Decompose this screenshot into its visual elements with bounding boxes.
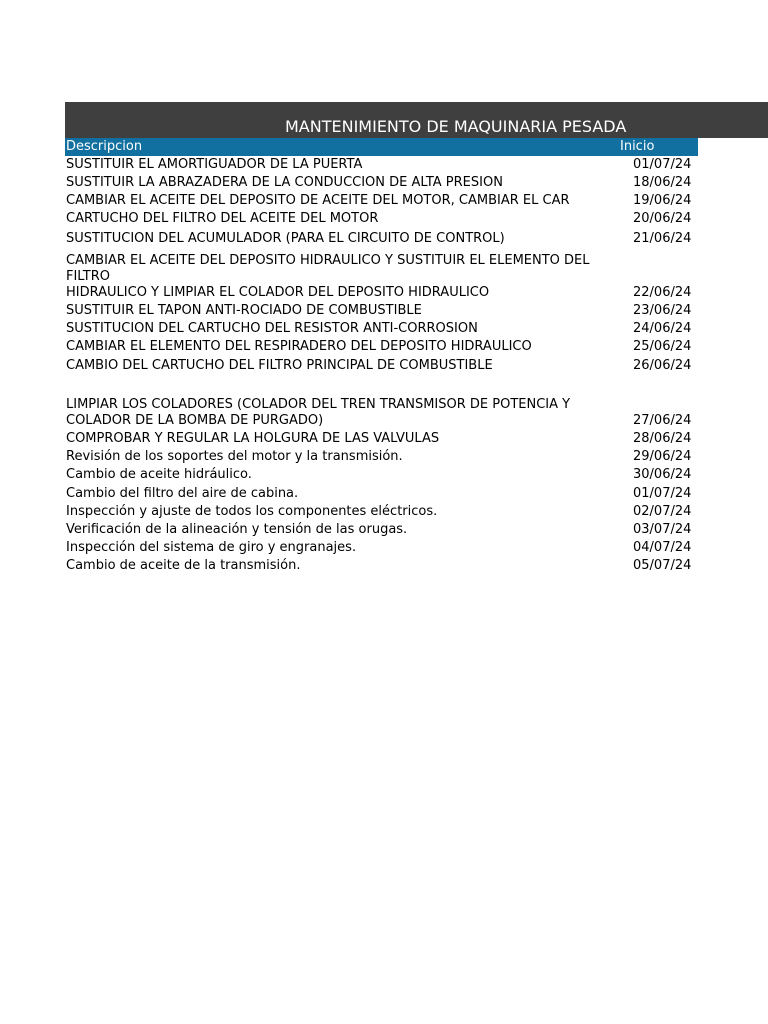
row-description: CAMBIAR EL ACEITE DEL DEPÓSITO DE ACEITE DEL MOTOR, CAMBIAR EL CAR <box>66 193 570 208</box>
row-start-date: 25/06/24 <box>633 339 692 354</box>
row-description: SUSTITUCIÓN DEL CARTUCHO DEL RESISTOR ANTI-CORROSIÓN <box>66 321 478 336</box>
table-row <box>65 339 698 357</box>
table-row <box>65 175 698 193</box>
table-row <box>65 558 698 576</box>
row-start-date: 26/06/24 <box>633 358 692 373</box>
row-description: SUSTITUIR EL TAPÓN ANTI-ROCIADO DE COMBUSTIBLE <box>66 303 422 318</box>
row-start-date: 30/06/24 <box>633 467 692 482</box>
table-row <box>65 230 698 250</box>
row-start-date: 19/06/24 <box>633 193 692 208</box>
row-start-date: 29/06/24 <box>633 449 692 464</box>
row-start-date: 23/06/24 <box>633 303 692 318</box>
row-start-date: 28/06/24 <box>633 431 692 446</box>
table-row <box>65 540 698 558</box>
row-description: CAMBIAR EL ELEMENTO DEL RESPIRADERO DEL DEPÓSITO HIDRÁULICO <box>66 339 532 354</box>
table-row <box>65 193 698 211</box>
row-start-date: 02/07/24 <box>633 504 692 519</box>
table-row <box>65 449 698 467</box>
title-bar <box>65 102 768 138</box>
page-title: MANTENIMIENTO DE MAQUINARIA PESADA <box>285 117 627 136</box>
row-description: CARTUCHO DEL FILTRO DEL ACEITE DEL MOTOR <box>66 211 379 226</box>
table-row <box>65 253 698 285</box>
table-row <box>65 522 698 540</box>
row-description: SUSTITUIR EL AMORTIGUADOR DE LA PUERTA <box>66 157 363 172</box>
row-description: LIMPIAR LOS COLADORES (COLADOR DEL TREN TRANSMISOR DE POTENCIA Y COLADOR DE LA BOMBA DE PURGADO) <box>66 397 571 428</box>
row-description: COMPROBAR Y REGULAR LA HOLGURA DE LAS VÁLVULAS <box>66 431 440 446</box>
row-description: Cambio de aceite de la transmisión. <box>66 558 301 573</box>
column-header-description: Descripcion <box>66 139 143 154</box>
table-row <box>65 431 698 449</box>
row-start-date: 03/07/24 <box>633 522 692 537</box>
row-description: Cambio de aceite hidráulico. <box>66 467 252 482</box>
row-start-date: 01/07/24 <box>633 486 692 501</box>
table-row <box>65 486 698 504</box>
row-start-date: 22/06/24 <box>633 285 692 300</box>
table-row <box>65 211 698 229</box>
row-description: Cambio del filtro del aire de cabina. <box>66 486 299 501</box>
row-start-date: 18/06/24 <box>633 175 692 190</box>
row-description: Revisión de los soportes del motor y la transmisión. <box>66 449 403 464</box>
table-row <box>65 285 698 303</box>
table-row <box>65 303 698 321</box>
row-start-date: 20/06/24 <box>633 211 692 226</box>
row-description: Inspección y ajuste de todos los componentes eléctricos. <box>66 504 438 519</box>
row-description: HIDRÁULICO Y LIMPIAR EL COLADOR DEL DEPOSITO HIDRÁULICO <box>66 285 490 300</box>
table-row <box>65 504 698 522</box>
row-description: SUSTITUCIÓN DEL ACUMULADOR (PARA EL CIRCUITO DE CONTROL) <box>66 231 505 246</box>
row-start-date: 24/06/24 <box>633 321 692 336</box>
column-header-start: Inicio <box>620 139 655 154</box>
table-row <box>65 397 698 431</box>
row-start-date: 05/07/24 <box>633 558 692 573</box>
table-row <box>65 358 698 378</box>
row-start-date: 21/06/24 <box>633 231 692 246</box>
table-row <box>65 321 698 339</box>
row-description: CAMBIAR EL ACEITE DEL DEPÓSITO HIDRÁULICO Y SUSTITUIR EL ELEMENTO DEL FILTRO <box>66 253 590 284</box>
row-start-date: 27/06/24 <box>633 413 692 428</box>
table-header <box>65 138 698 156</box>
row-description: CAMBIO DEL CARTUCHO DEL FILTRO PRINCIPAL DE COMBUSTIBLE <box>66 358 493 373</box>
table-row <box>65 157 698 175</box>
row-description: Inspección del sistema de giro y engranajes. <box>66 540 357 555</box>
row-description: SUSTITUIR LA ABRAZADERA DE LA CONDUCCIÓN DE ALTA PRESIÓN <box>66 175 503 190</box>
row-description: Verificación de la alineación y tensión de las orugas. <box>66 522 408 537</box>
table-row <box>65 467 698 485</box>
row-start-date: 01/07/24 <box>633 157 692 172</box>
row-start-date: 04/07/24 <box>633 540 692 555</box>
